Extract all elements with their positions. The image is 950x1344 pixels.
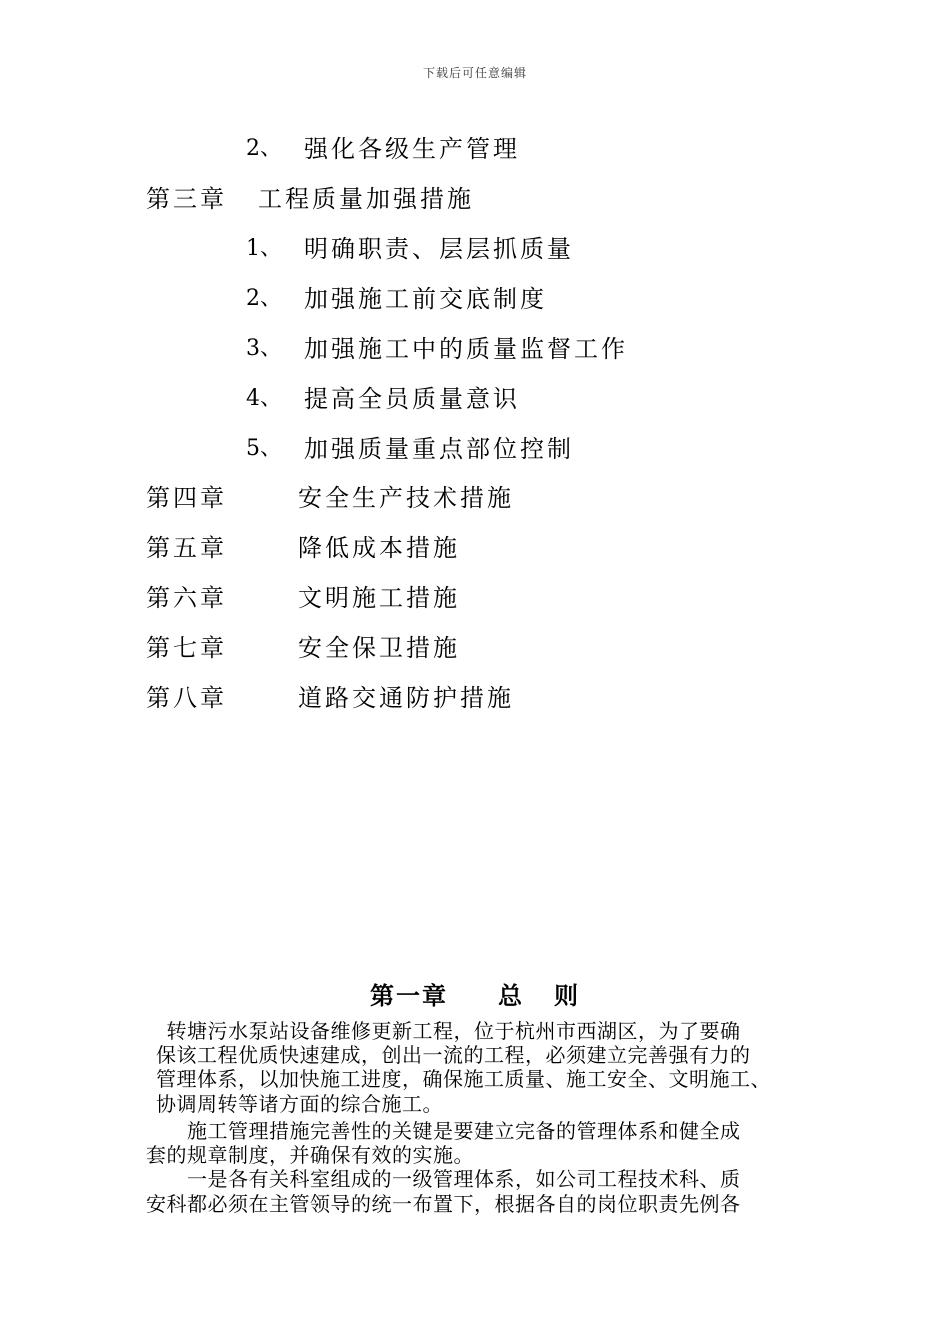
toc-chapter-title: 道路交通防护措施: [298, 684, 514, 712]
page-header: 下载后可任意编辑: [422, 66, 527, 80]
toc-item-text: 加强施工中的质量监督工作: [304, 335, 628, 363]
toc-item-number: 3、: [246, 336, 282, 361]
toc-chapter-title: 降低成本措施: [298, 534, 460, 562]
toc-item-text: 加强质量重点部位控制: [304, 435, 574, 463]
toc-item-number: 5、: [246, 436, 282, 461]
body-line: 一是各有关科室组成的一级管理体系，如公司工程技术科、质: [146, 1167, 741, 1191]
toc-chapter-label: 第五章: [146, 534, 227, 562]
toc-chapter-title: 文明施工措施: [298, 584, 460, 612]
toc-item-number: 2、: [246, 136, 282, 161]
toc-chapter-label: 第四章: [146, 484, 227, 512]
toc-chapter-label: 第三章: [146, 185, 227, 213]
toc-chapter-label: 第七章: [146, 634, 227, 662]
toc-chapter-title: 安全保卫措施: [298, 634, 460, 662]
chapter-heading-title-part: 则: [554, 981, 580, 1010]
toc-item-number: 1、: [246, 236, 282, 261]
chapter-heading-title-part: 总: [498, 981, 524, 1010]
chapter-heading: [0, 980, 950, 1012]
toc-chapter-title: 安全生产技术措施: [298, 484, 514, 512]
toc-item-text: 强化各级生产管理: [304, 135, 520, 163]
body-line: 保该工程优质快速建成，创出一流的工程，必须建立完善强有力的: [156, 1043, 751, 1067]
body-line: 协调周转等诸方面的综合施工。: [156, 1092, 443, 1116]
toc-chapter-label: 第八章: [146, 684, 227, 712]
toc-item-text: 提高全员质量意识: [304, 385, 520, 413]
body-line: 管理体系，以加快施工进度，确保施工质量、施工安全、文明施工、: [156, 1067, 771, 1091]
chapter-heading-label: 第一章: [370, 981, 448, 1010]
toc-chapter-label: 第六章: [146, 584, 227, 612]
body-line: 套的规章制度，并确保有效的实施。: [146, 1143, 474, 1167]
body-line: 施工管理措施完善性的关键是要建立完备的管理体系和健全成: [146, 1119, 741, 1143]
body-line: 安科都必须在主管领导的统一布置下，根据各自的岗位职责先例各: [146, 1192, 741, 1216]
body-line: 转塘污水泵站设备维修更新工程，位于杭州市西湖区，为了要确: [146, 1019, 741, 1043]
toc-item-text: 明确职责、层层抓质量: [304, 235, 574, 263]
toc-item-text: 加强施工前交底制度: [304, 285, 547, 313]
toc-item-number: 4、: [246, 386, 282, 411]
toc-item-number: 2、: [246, 286, 282, 311]
toc-chapter-title: 工程质量加强措施: [258, 185, 474, 213]
